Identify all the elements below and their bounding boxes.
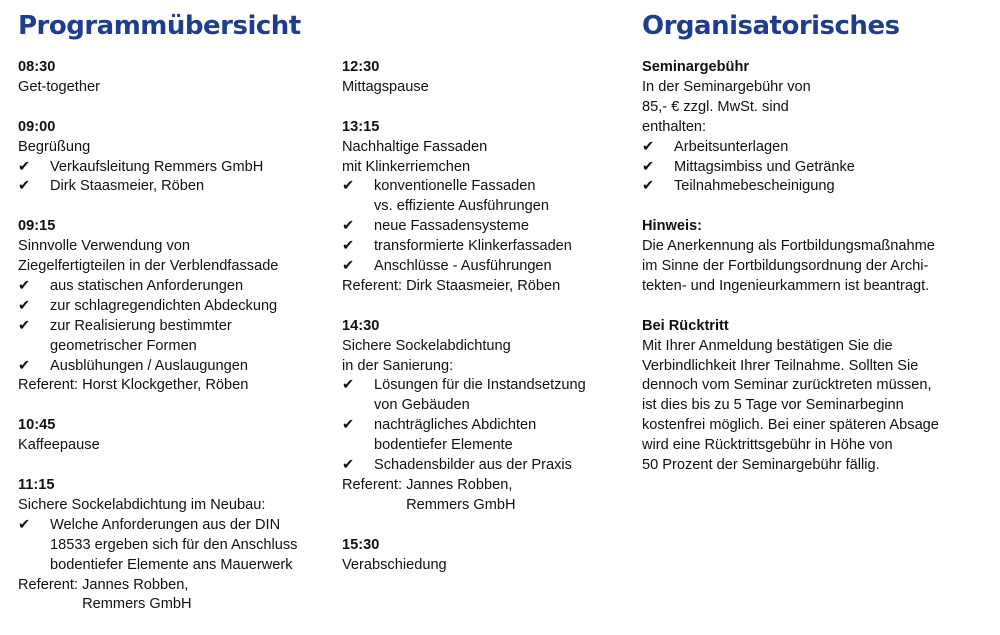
agenda-block	[18, 416, 328, 456]
list-item-text: 18533 ergeben sich für den Anschluss	[50, 536, 298, 553]
list-item	[18, 277, 328, 297]
checkmark-icon: ✔	[18, 297, 31, 314]
session-time: 10:45	[18, 417, 56, 434]
checkmark-icon: ✔	[18, 158, 31, 175]
note-section	[642, 217, 992, 297]
list-item-text: Ausblühungen / Auslaugungen	[50, 357, 248, 374]
section-label: Bei Rücktritt	[642, 317, 729, 334]
paragraph-line: ist dies bis zu 5 Tage vor Seminarbeginn	[642, 397, 904, 414]
paragraph-line: wird eine Rücktrittsgebühr in Höhe von	[642, 437, 893, 454]
agenda-block	[18, 58, 328, 98]
list-item-text: transformierte Klinkerfassaden	[374, 238, 572, 255]
paragraph-line: Mit Ihrer Anmeldung bestätigen Sie die	[642, 337, 893, 354]
paragraph-line: tekten- und Ingenieurkammern ist beantragt.	[642, 277, 930, 294]
speaker	[342, 476, 632, 516]
program-column-1	[18, 58, 328, 635]
checkmark-icon: ✔	[18, 277, 31, 294]
list-item	[18, 317, 328, 357]
checkmark-icon: ✔	[18, 516, 31, 533]
list-item-text: konventionelle Fassaden	[374, 178, 536, 195]
paragraph-line: im Sinne der Fortbildungsordnung der Archi-	[642, 258, 929, 275]
speaker-name: Horst Klockgether, Röben	[82, 377, 249, 394]
checkmark-icon: ✔	[18, 317, 31, 334]
list-item-text: zur Realisierung bestimmter	[50, 317, 232, 334]
list-item-text: Welche Anforderungen aus der DIN	[50, 516, 281, 533]
checkmark-icon: ✔	[642, 178, 655, 195]
paragraph-line: 85,- € zzgl. MwSt. sind	[642, 98, 789, 115]
list-item-text: Verkaufsleitung Remmers GmbH	[50, 158, 264, 175]
session-time: 11:15	[18, 476, 55, 493]
list-item	[342, 237, 632, 257]
agenda-block	[342, 58, 632, 98]
list-item-text: aus statischen Anforderungen	[50, 277, 244, 294]
agenda-block	[342, 118, 632, 297]
session-title: in der Sanierung:	[342, 357, 454, 374]
session-time: 14:30	[342, 317, 380, 334]
list-item	[342, 257, 632, 277]
agenda-block	[18, 476, 328, 615]
checkmark-icon: ✔	[342, 258, 355, 275]
speaker-name: Dirk Staasmeier, Röben	[406, 277, 561, 294]
session-title: Sichere Sockelabdichtung im Neubau:	[18, 496, 266, 513]
list-item-text: Lösungen für die Instandsetzung	[374, 377, 586, 394]
session-time: 09:15	[18, 218, 56, 235]
speaker-label: Referent:	[342, 277, 403, 294]
list-item	[18, 177, 328, 197]
list-item-text: Schadensbilder aus der Praxis	[374, 457, 572, 474]
paragraph-line: kostenfrei möglich. Bei einer späteren Absage	[642, 417, 939, 434]
list-item-text: geometrischer Formen	[50, 337, 197, 354]
checkmark-icon: ✔	[642, 138, 655, 155]
list-item-text: neue Fassadensysteme	[374, 218, 529, 235]
list-item	[642, 158, 992, 178]
agenda-block	[342, 317, 632, 516]
list-item	[342, 456, 632, 476]
section-label: Seminargebühr	[642, 59, 750, 75]
list-item-text: Teilnahmebescheinigung	[674, 178, 835, 195]
speaker-name: Jannes Robben,	[82, 576, 189, 593]
session-time: 13:15	[342, 118, 380, 135]
speaker	[18, 376, 328, 396]
list-item	[18, 357, 328, 377]
agenda-block	[18, 118, 328, 198]
list-item	[342, 416, 632, 456]
paragraph-line: Die Anerkennung als Fortbildungsmaßnahme	[642, 238, 935, 255]
paragraph-line: 50 Prozent der Seminargebühr fällig.	[642, 457, 880, 474]
session-title: Begrüßung	[18, 138, 91, 155]
paragraph-line: enthalten:	[642, 118, 707, 135]
program-column-2	[342, 58, 632, 595]
list-item-text: Mittagsimbiss und Getränke	[674, 158, 855, 175]
session-title: Mittagspause	[342, 78, 429, 95]
list-item-text: Dirk Staasmeier, Röben	[50, 178, 205, 195]
session-title: Sichere Sockelabdichtung	[342, 337, 511, 354]
session-title: Kaffeepause	[18, 437, 100, 454]
list-item-text: Anschlüsse - Ausführungen	[374, 258, 552, 275]
speaker-name: Jannes Robben,	[406, 477, 513, 493]
checkmark-icon: ✔	[342, 178, 355, 195]
list-item-text: vs. effiziente Ausführungen	[374, 198, 549, 215]
list-item-text: bodentiefer Elemente ans Mauerwerk	[50, 556, 293, 573]
session-time: 08:30	[18, 59, 56, 75]
list-item-text: zur schlagregendichten Abdeckung	[50, 297, 278, 314]
list-item	[342, 177, 632, 217]
speaker	[342, 277, 632, 297]
list-item	[18, 297, 328, 317]
session-time: 15:30	[342, 536, 380, 553]
session-time: 09:00	[18, 118, 56, 135]
speaker-name: Remmers GmbH	[406, 496, 516, 513]
section-label: Hinweis:	[642, 218, 703, 235]
list-item	[342, 376, 632, 416]
session-title: Sinnvolle Verwendung von	[18, 238, 191, 255]
checkmark-icon: ✔	[342, 457, 355, 474]
fee-section	[642, 58, 992, 197]
speaker-label: Referent:	[18, 377, 79, 394]
speaker-label: Referent:	[18, 576, 79, 593]
list-item	[18, 516, 328, 576]
list-item-text: nachträgliches Abdichten	[374, 417, 537, 434]
list-item	[18, 158, 328, 178]
checkmark-icon: ✔	[342, 218, 355, 235]
withdrawal-section	[642, 317, 992, 476]
agenda-block	[342, 536, 632, 576]
org-column	[642, 58, 992, 496]
list-item-text: bodentiefer Elemente	[374, 437, 513, 454]
checkmark-icon: ✔	[18, 178, 31, 195]
session-title: Nachhaltige Fassaden	[342, 138, 488, 155]
session-time: 12:30	[342, 59, 380, 75]
checkmark-icon: ✔	[342, 417, 355, 434]
checkmark-icon: ✔	[18, 357, 31, 374]
session-title: Ziegelfertigteilen in der Verblendfassade	[18, 258, 279, 275]
paragraph-line: In der Seminargebühr von	[642, 78, 811, 95]
list-item	[342, 217, 632, 237]
speaker	[18, 576, 328, 616]
session-title: Verabschiedung	[342, 556, 447, 573]
list-item-text: Arbeitsunterlagen	[674, 138, 789, 155]
program-heading: Programmübersicht	[18, 11, 301, 41]
list-item	[642, 177, 992, 197]
session-title: mit Klinkerriemchen	[342, 158, 471, 175]
checkmark-icon: ✔	[342, 377, 355, 394]
paragraph-line: Verbindlichkeit Ihrer Teilnahme. Sollten Sie	[642, 357, 919, 374]
checkmark-icon: ✔	[642, 158, 655, 175]
org-heading: Organisatorisches	[642, 11, 900, 41]
session-title: Get-together	[18, 78, 100, 95]
checkmark-icon: ✔	[342, 238, 355, 255]
speaker-name: Remmers GmbH	[82, 596, 192, 613]
paragraph-line: dennoch vom Seminar zurücktreten müssen,	[642, 377, 932, 394]
agenda-block	[18, 217, 328, 396]
speaker-label: Referent:	[342, 477, 403, 493]
list-item	[642, 138, 992, 158]
list-item-text: von Gebäuden	[374, 397, 470, 414]
